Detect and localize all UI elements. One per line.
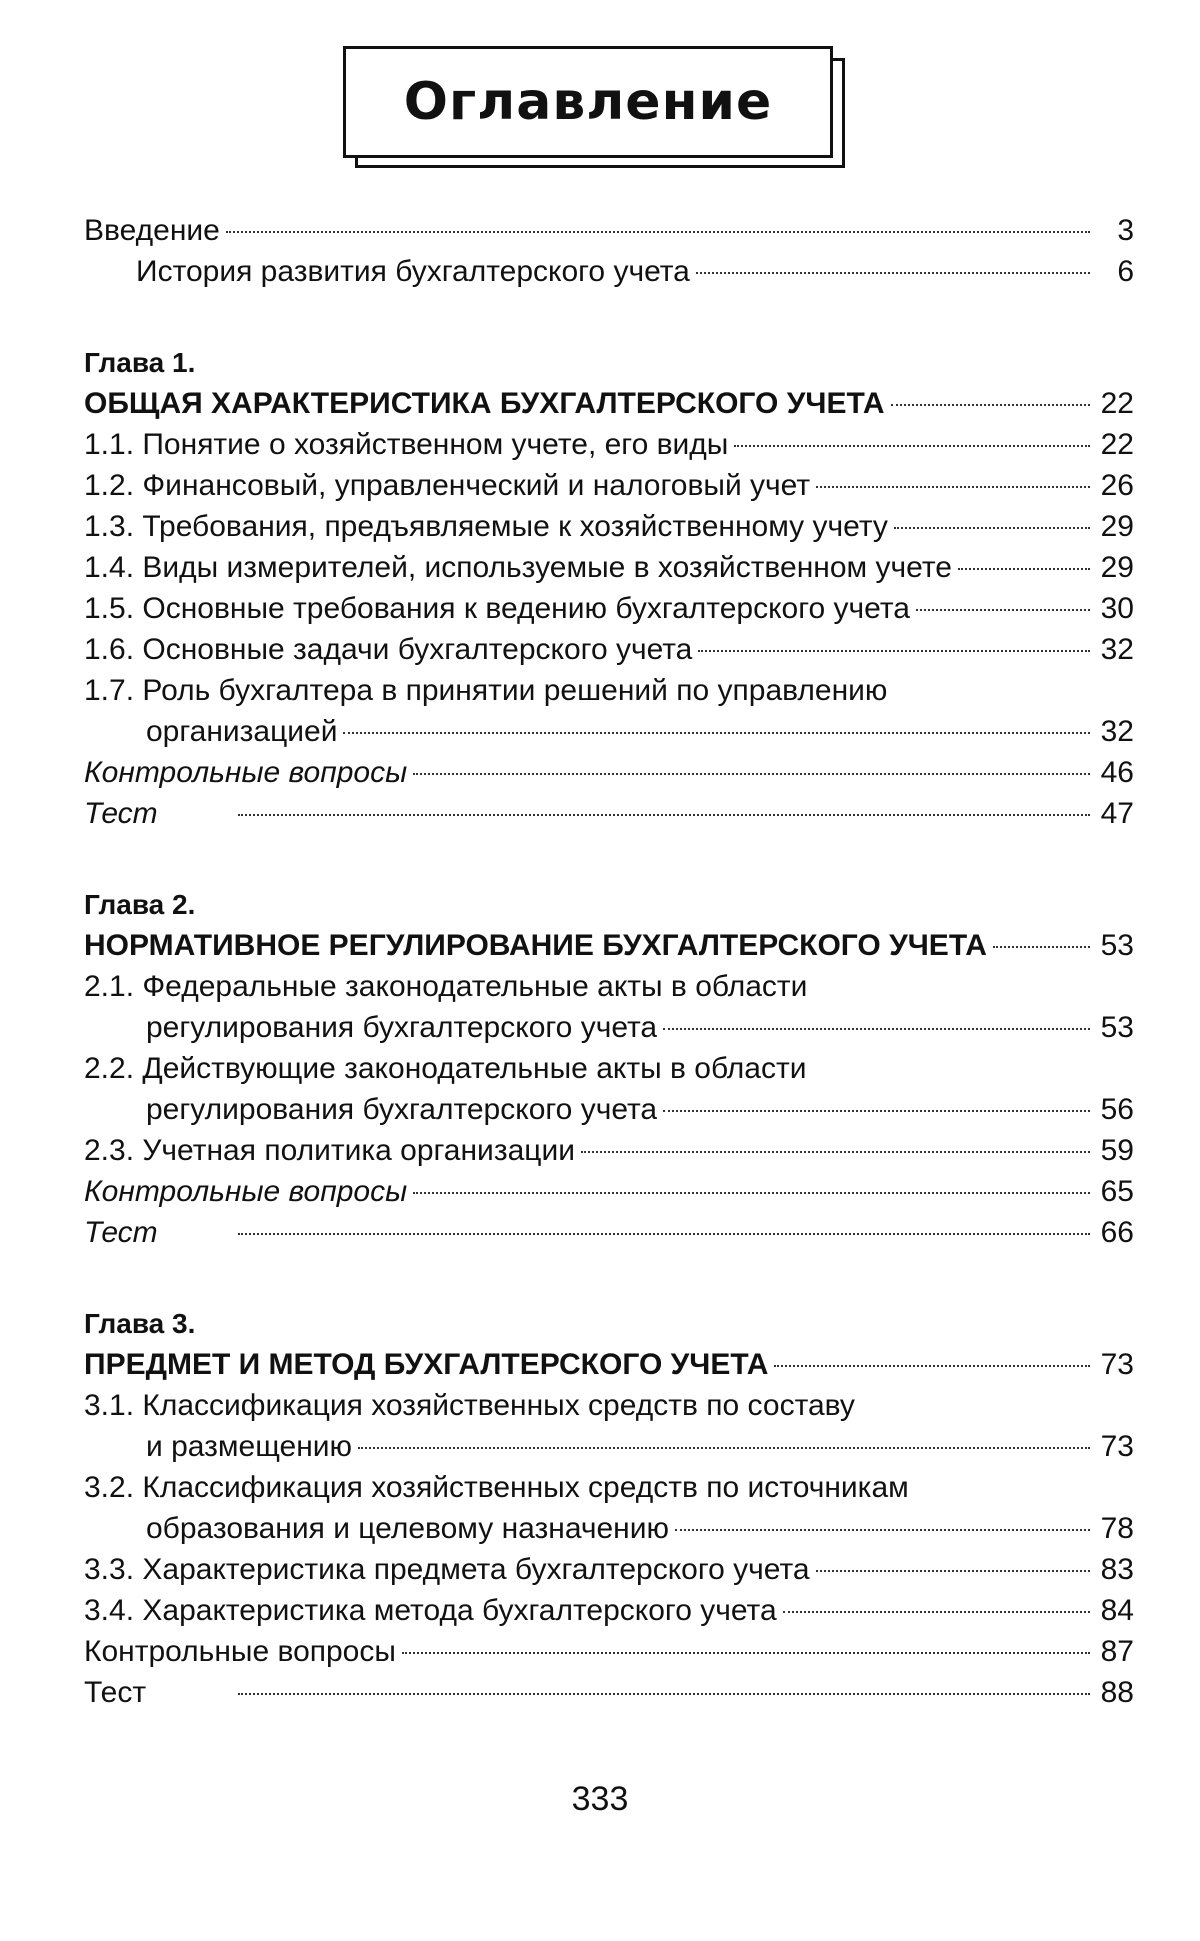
dot-leader — [958, 568, 1090, 570]
toc-page-number: 73 — [1100, 1430, 1134, 1463]
toc-entry-intro[interactable] — [84, 210, 1134, 251]
dot-leader — [675, 1529, 1090, 1531]
toc-entry-title: 3.4. Характеристика метода бухгалтерского учета — [84, 1594, 777, 1627]
dot-leader — [413, 1192, 1090, 1194]
toc-page-number: 87 — [1100, 1635, 1134, 1668]
toc-section-1-4[interactable] — [84, 547, 1134, 588]
toc-page-number: 46 — [1100, 756, 1134, 789]
toc-section-2-2-line1[interactable]: 2.2. Действующие законодательные акты в области — [84, 1052, 807, 1085]
toc-entry-title: организацией — [146, 715, 338, 748]
toc-page-number: 22 — [1100, 428, 1134, 461]
toc-page-number: 47 — [1100, 797, 1134, 830]
toc-entry-title: Контрольные вопросы — [84, 756, 408, 789]
toc-section-1-6[interactable] — [84, 629, 1134, 670]
toc-page-number: 59 — [1100, 1134, 1134, 1167]
toc-test-3[interactable] — [84, 1672, 1134, 1713]
dot-leader — [734, 445, 1090, 447]
toc-page-number: 22 — [1100, 387, 1134, 420]
toc-entry-title: 1.3. Требования, предъявляемые к хозяйственному учету — [84, 510, 888, 543]
toc-entry-title: регулирования бухгалтерского учета — [146, 1011, 658, 1044]
toc-entry-title: образования и целевому назначению — [146, 1512, 669, 1545]
toc-questions-1[interactable] — [84, 752, 1134, 793]
dot-leader — [816, 486, 1090, 488]
toc-page-number: 53 — [1100, 1011, 1134, 1044]
dot-leader — [238, 814, 1090, 816]
toc-entry-title: 3.3. Характеристика предмета бухгалтерского учета — [84, 1553, 810, 1586]
toc-questions-3[interactable] — [84, 1631, 1134, 1672]
toc-entry-title: 1.2. Финансовый, управленческий и налоговый учет — [84, 469, 811, 502]
chapter-2-label: Глава 2. — [84, 889, 196, 920]
toc-chapter-3-title[interactable] — [84, 1344, 1134, 1385]
dot-leader — [663, 1110, 1090, 1112]
toc-page-number: 88 — [1100, 1676, 1134, 1709]
toc-entry-title: 1.5. Основные требования к ведению бухгалтерского учета — [84, 592, 910, 625]
toc-section-1-2[interactable] — [84, 465, 1134, 506]
dot-leader — [226, 231, 1090, 233]
dot-leader — [993, 946, 1090, 948]
toc-entry-title: Тест — [84, 797, 158, 830]
title-frame — [343, 46, 833, 158]
toc-page-number: 56 — [1100, 1093, 1134, 1126]
toc-chapter-2-title[interactable] — [84, 925, 1134, 966]
toc-page-number: 30 — [1100, 592, 1134, 625]
toc-page-number: 83 — [1100, 1553, 1134, 1586]
toc-section-2-2[interactable] — [84, 1089, 1134, 1130]
toc-section-2-3[interactable] — [84, 1130, 1134, 1171]
toc-entry-title: Контрольные вопросы — [84, 1635, 396, 1668]
toc-entry-title: 2.3. Учетная политика организации — [84, 1134, 575, 1167]
dot-leader — [891, 404, 1090, 406]
toc-test-1[interactable] — [84, 793, 1134, 834]
toc-page-number: 78 — [1100, 1512, 1134, 1545]
toc-section-1-7-line1[interactable]: 1.7. Роль бухгалтера в принятии решений по управлению — [84, 674, 888, 707]
toc-entry-title: 1.6. Основные задачи бухгалтерского учета — [84, 633, 693, 666]
dot-leader — [413, 773, 1090, 775]
toc-section-1-1[interactable] — [84, 424, 1134, 465]
dot-leader — [698, 650, 1090, 652]
dot-leader — [783, 1611, 1090, 1613]
toc-page-number: 6 — [1117, 255, 1134, 288]
toc-section-1-3[interactable] — [84, 506, 1134, 547]
toc-section-3-4[interactable] — [84, 1590, 1134, 1631]
toc-page-number: 32 — [1100, 715, 1134, 748]
toc-test-2[interactable] — [84, 1212, 1134, 1253]
toc-section-1-7[interactable] — [84, 711, 1134, 752]
toc-page-number: 65 — [1100, 1175, 1134, 1208]
toc-entry-title: НОРМАТИВНОЕ РЕГУЛИРОВАНИЕ БУХГАЛТЕРСКОГО УЧЕТА — [84, 929, 987, 962]
toc-page-number: 26 — [1100, 469, 1134, 502]
toc-chapter-1-title[interactable] — [84, 383, 1134, 424]
toc-section-3-2[interactable] — [84, 1508, 1134, 1549]
dot-leader — [402, 1652, 1090, 1654]
dot-leader — [916, 609, 1090, 611]
toc-entry-history[interactable] — [84, 251, 1134, 292]
toc-section-3-1[interactable] — [84, 1426, 1134, 1467]
toc-entry-title: Контрольные вопросы — [84, 1175, 408, 1208]
toc-page-number: 84 — [1100, 1594, 1134, 1627]
toc-page-number: 53 — [1100, 929, 1134, 962]
toc-section-2-1[interactable] — [84, 1007, 1134, 1048]
dot-leader — [238, 1233, 1090, 1235]
toc-page-number: 73 — [1100, 1348, 1134, 1381]
toc-entry-title: ОБЩАЯ ХАРАКТЕРИСТИКА БУХГАЛТЕРСКОГО УЧЕТА — [84, 387, 885, 420]
toc-entry-title: Тест — [84, 1676, 147, 1709]
toc-section-2-1-line1[interactable]: 2.1. Федеральные законодательные акты в области — [84, 970, 808, 1003]
toc-entry-title: ПРЕДМЕТ И МЕТОД БУХГАЛТЕРСКОГО УЧЕТА — [84, 1348, 769, 1381]
toc-page-number: 3 — [1117, 214, 1134, 247]
dot-leader — [894, 527, 1090, 529]
toc-entry-title: регулирования бухгалтерского учета — [146, 1093, 658, 1126]
dot-leader — [663, 1028, 1090, 1030]
toc-entry-title: и размещению — [146, 1430, 353, 1463]
toc-entry-title: Введение — [84, 214, 220, 247]
toc-entry-title: История развития бухгалтерского учета — [136, 255, 690, 288]
toc-page-number: 29 — [1100, 510, 1134, 543]
toc-entry-title: Тест — [84, 1216, 158, 1249]
dot-leader — [696, 272, 1090, 274]
dot-leader — [816, 1570, 1090, 1572]
toc-section-3-3[interactable] — [84, 1549, 1134, 1590]
toc-page-number: 29 — [1100, 551, 1134, 584]
chapter-3-label: Глава 3. — [84, 1308, 196, 1339]
toc-entry-title: 1.4. Виды измерителей, используемые в хозяйственном учете — [84, 551, 952, 584]
dot-leader — [774, 1365, 1090, 1367]
page-title: Оглавление — [403, 72, 773, 132]
table-of-contents — [84, 210, 1134, 1713]
dot-leader — [581, 1151, 1090, 1153]
toc-entry-title: 1.1. Понятие о хозяйственном учете, его виды — [84, 428, 729, 461]
dot-leader — [238, 1693, 1090, 1695]
chapter-1-label: Глава 1. — [84, 347, 196, 378]
toc-page-number: 66 — [1100, 1216, 1134, 1249]
toc-section-3-2-line1[interactable]: 3.2. Классификация хозяйственных средств по источникам — [84, 1471, 909, 1504]
toc-section-3-1-line1[interactable]: 3.1. Классификация хозяйственных средств по составу — [84, 1389, 855, 1422]
page-number: 333 — [571, 1780, 629, 1818]
dot-leader — [343, 732, 1090, 734]
dot-leader — [358, 1447, 1090, 1449]
toc-page-number: 32 — [1100, 633, 1134, 666]
toc-questions-2[interactable] — [84, 1171, 1134, 1212]
toc-section-1-5[interactable] — [84, 588, 1134, 629]
